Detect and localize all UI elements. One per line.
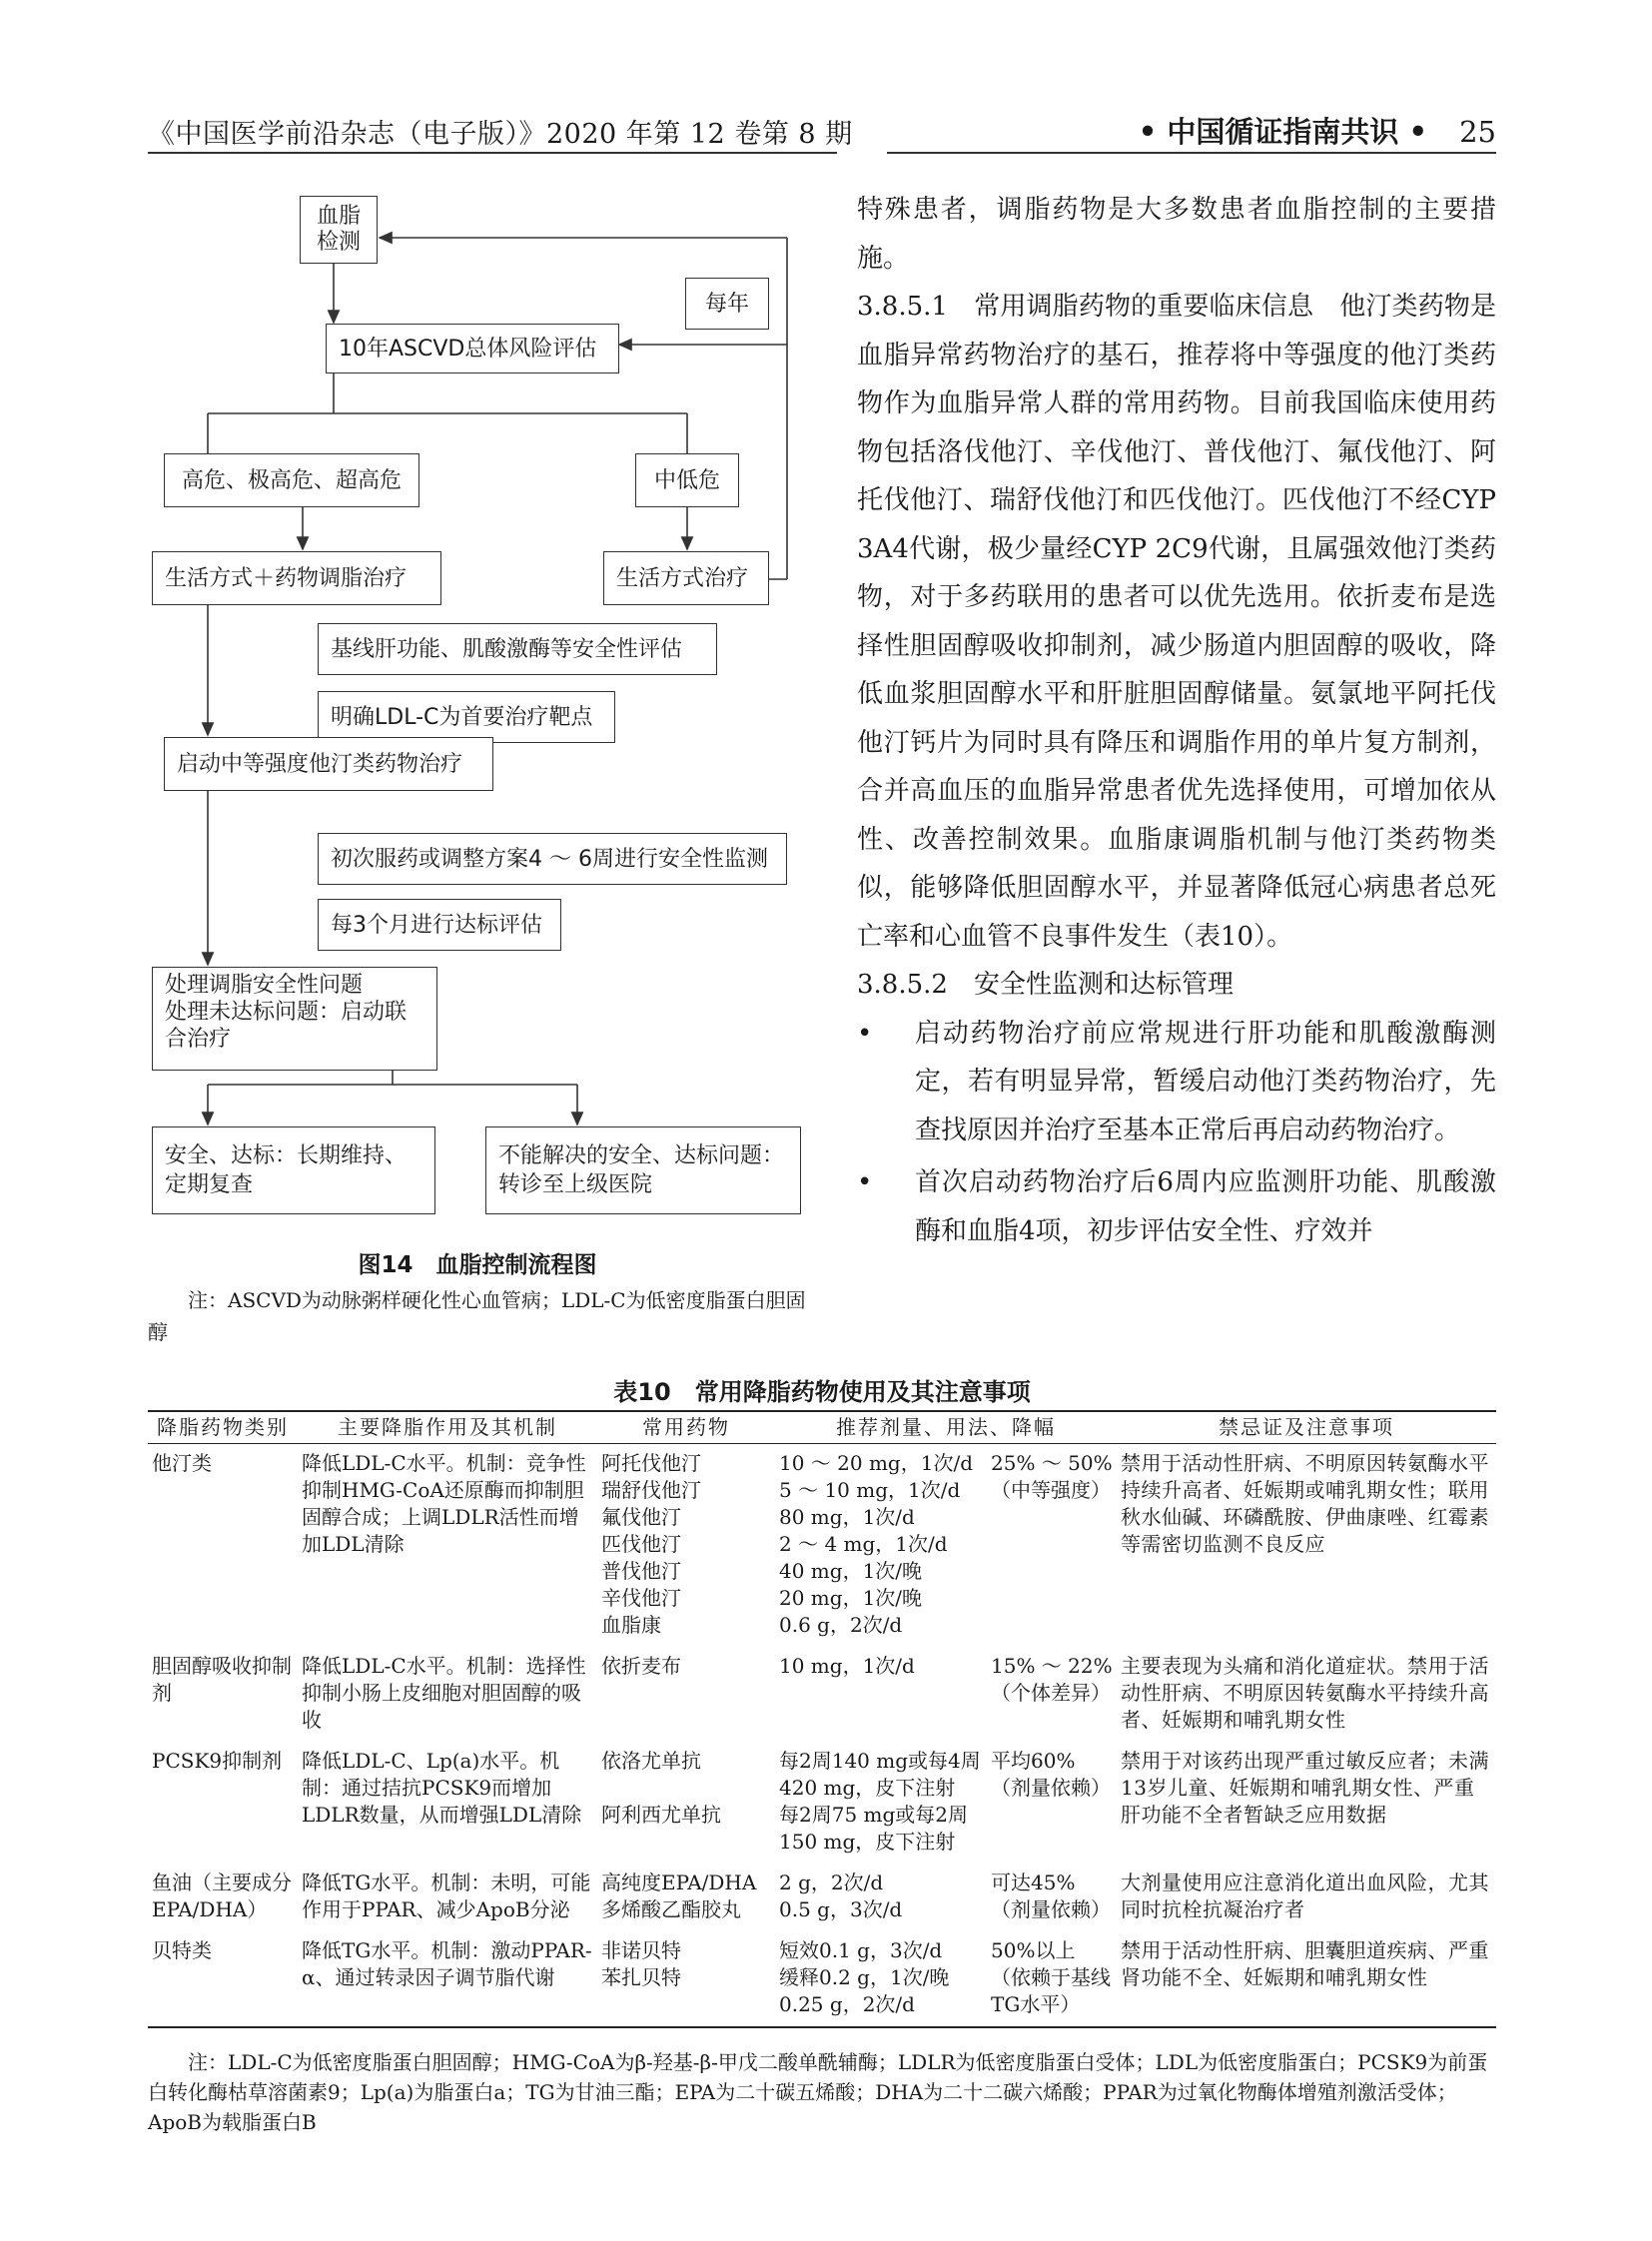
node-high-risk: 高危、极高危、超高危	[164, 453, 419, 507]
header-cautions: 禁忌证及注意事项	[1117, 1411, 1496, 1444]
body-text-column	[857, 186, 1496, 1255]
node-maintain: 安全、达标：长期维持、 定期复查	[152, 1126, 435, 1214]
table-row	[148, 1931, 1496, 2027]
cell-category: 他汀类	[152, 1451, 212, 1475]
bullet-symbol: •	[857, 1018, 873, 1049]
cell-category: 胆固醇吸收抑制剂	[152, 1654, 292, 1705]
table-row	[148, 1647, 1496, 1742]
journal-header: 《中国医学前沿杂志（电子版）》2020 年第 12 卷第 8 期	[148, 119, 853, 150]
table-row	[148, 1742, 1496, 1864]
cell-dose: 每2周140 mg或每4周420 mg，皮下注射 每2周75 mg或每2周150 mg，皮下注射	[779, 1749, 981, 1854]
cell-mechanism: 降低TG水平。机制：未明，可能作用于PPAR、减少ApoB分泌	[302, 1870, 591, 1921]
cell-reduction: 25% ～ 50% （中等强度）	[991, 1451, 1113, 1502]
bullet-symbol: •	[857, 1167, 873, 1197]
node-handle-issues: 处理调脂安全性问题 处理未达标问题：启动联 合治疗	[152, 967, 437, 1071]
header-drugs: 常用药物	[597, 1411, 775, 1444]
paragraph-1: 特殊患者，调脂药物是大多数患者血脂控制的主要措施。	[857, 195, 1496, 274]
cell-drugs: 非诺贝特 苯扎贝特	[597, 1931, 775, 2027]
bullet-text: 首次启动药物治疗后6周内应监测肝功能、肌酸激酶和血脂4项，初步评估安全性、疗效并	[915, 1167, 1496, 1246]
node-eval-3m: 每3个月进行达标评估	[318, 899, 561, 951]
cell-dose: 10 ～ 20 mg，1次/d 5 ～ 10 mg，1次/d 80 mg，1次/d 2 ～ 4 mg，1次/d 40 mg，1次/晚 20 mg，1次/晚 0.6 g，2次/d	[779, 1451, 974, 1637]
table-caption: 表10 常用降脂药物使用及其注意事项	[613, 1378, 1031, 1406]
drug-table	[148, 1410, 1496, 2028]
cell-category: 鱼油（主要成分EPA/DHA）	[152, 1870, 292, 1921]
table-note: 注：LDL-C为低密度脂蛋白胆固醇；HMG-CoA为β-羟基-β-甲戊二酸单酰辅酶；LDLR为低密度脂蛋白受体；LDL为低密度脂蛋白；PCSK9为前蛋白转化酶枯草溶菌素9；Lp(a)为脂蛋白a；TG为甘油三酯；EPA为二十碳五烯酸；DHA为二十二碳六烯酸；PPAR为过氧化物酶体增殖剂激活受体；ApoB为载脂蛋白B	[148, 2050, 1488, 2134]
figure-caption: 图14 血脂控制流程图	[358, 1252, 597, 1278]
header-dose: 推荐剂量、用法、降幅	[775, 1411, 1117, 1444]
cell-drugs: 依洛尤单抗 阿利西尤单抗	[601, 1749, 721, 1827]
node-risk-assessment: 10年ASCVD总体风险评估	[326, 324, 619, 374]
cell-mechanism: 降低TG水平。机制：激动PPAR-α、通过转录因子调节脂代谢	[298, 1931, 597, 2027]
table-row	[148, 1444, 1496, 1648]
section-heading-3-8-5-1: 3.8.5.1 常用调脂药物的重要临床信息	[857, 292, 1314, 322]
cell-reduction: 50%以上 （依赖于基线TG水平）	[987, 1931, 1117, 2027]
table-row	[148, 1864, 1496, 1931]
cell-cautions: 禁用于活动性肝病、不明原因转氨酶水平持续升高者、妊娠期或哺乳期女性；联用秋水仙碱、环磷酰胺、伊曲康唑、红霉素等需密切监测不良反应	[1121, 1451, 1489, 1556]
section-heading-3-8-5-2: 3.8.5.2 安全性监测和达标管理	[857, 970, 1234, 1000]
node-yearly: 每年	[685, 278, 769, 330]
header-mechanism: 主要降脂作用及其机制	[298, 1411, 597, 1444]
node-baseline-safety: 基线肝功能、肌酸激酶等安全性评估	[318, 623, 717, 675]
header-category: 降脂药物类别	[148, 1411, 298, 1444]
node-low-mid-risk: 中低危	[635, 453, 739, 507]
table-header-row	[148, 1411, 1496, 1444]
header-rule-right	[887, 152, 1496, 154]
cell-dose: 10 mg，1次/d	[779, 1654, 915, 1678]
cell-drugs: 阿托伐他汀 瑞舒伐他汀 氟伐他汀 匹伐他汀 普伐他汀 辛伐他汀 血脂康	[601, 1451, 701, 1637]
node-refer: 不能解决的安全、达标问题： 转诊至上级医院	[485, 1126, 801, 1214]
node-monitor-4-6w: 初次服药或调整方案4 ～ 6周进行安全性监测	[318, 833, 787, 885]
cell-cautions: 禁用于对该药出现严重过敏反应者；未满13岁儿童、妊娠期和哺乳期女性、严重肝功能不全者暂缺乏应用数据	[1121, 1749, 1489, 1827]
cell-mechanism: 降低LDL-C水平。机制：选择性抑制小肠上皮细胞对胆固醇的吸收	[302, 1654, 586, 1732]
node-lifestyle-plus-drug: 生活方式＋药物调脂治疗	[152, 551, 441, 605]
cell-reduction: 15% ～ 22% （个体差异）	[991, 1654, 1113, 1705]
cell-category: 贝特类	[148, 1931, 298, 2027]
cell-dose: 短效0.1 g，3次/d 缓释0.2 g，1次/晚 0.25 g，2次/d	[775, 1931, 987, 2027]
node-ldl-target: 明确LDL-C为首要治疗靶点	[318, 691, 615, 743]
cell-reduction: 平均60% （剂量依赖）	[991, 1749, 1111, 1800]
bullet-item	[857, 1158, 1496, 1255]
header-rule-left	[148, 152, 837, 154]
figure-note: 注：ASCVD为动脉粥样硬化性心血管病；LDL-C为低密度脂蛋白胆固醇	[148, 1288, 806, 1344]
paragraph-2-text: 他汀类药物是血脂异常药物治疗的基石，推荐将中等强度的他汀类药物作为血脂异常人群的常用药物。目前我国临床使用药物包括洛伐他汀、辛伐他汀、普伐他汀、氟伐他汀、阿托伐他汀、瑞舒伐他汀和匹伐他汀。匹伐他汀不经CYP 3A4代谢，极少量经CYP 2C9代谢，且属强效他汀类药物，对于多药联用的患者可以优先选用。依折麦布是选择性胆固醇吸收抑制剂，减少肠道内胆固醇的吸收，降低血浆胆固醇水平和肝脏胆固醇储量。氨氯地平阿托伐他汀钙片为同时具有降压和调脂作用的单片复方制剂，合并高血压的血脂异常患者优先选择使用，可增加依从性、改善控制效果。血脂康调脂机制与他汀类药物类似，能够降低胆固醇水平，并显著降低冠心病患者总死亡率和心血管不良事件发生（表10）。	[857, 292, 1496, 952]
cell-mechanism: 降低LDL-C水平。机制：竞争性抑制HMG-CoA还原酶而抑制胆固醇合成；上调LDLR活性而增加LDL清除	[302, 1451, 586, 1556]
cell-mechanism: 降低LDL-C、Lp(a)水平。机制：通过拮抗PCSK9而增加LDLR数量，从而增强LDL清除	[302, 1749, 582, 1827]
cell-category: PCSK9抑制剂	[152, 1749, 283, 1773]
page-number: 25	[1459, 115, 1496, 149]
cell-cautions: 大剂量使用应注意消化道出血风险，尤其同时抗栓抗凝治疗者	[1121, 1870, 1489, 1921]
node-lifestyle: 生活方式治疗	[603, 551, 769, 605]
cell-reduction: 可达45% （剂量依赖）	[991, 1870, 1111, 1921]
cell-dose: 2 g，2次/d 0.5 g，3次/d	[779, 1870, 903, 1921]
bullet-text: 启动药物治疗前应常规进行肝功能和肌酸激酶测定，若有明显异常，暂缓启动他汀类药物治疗，先查找原因并治疗至基本正常后再启动药物治疗。	[915, 1018, 1496, 1145]
bullet-item	[857, 1010, 1496, 1155]
cell-drugs: 高纯度EPA/DHA 多烯酸乙酯胶丸	[601, 1870, 757, 1921]
node-lipid-test: 血脂 检测	[300, 196, 378, 264]
cell-cautions: 主要表现为头痛和消化道症状。禁用于活动性肝病、不明原因转氨酶水平持续升高者、妊娠期和哺乳期女性	[1121, 1654, 1489, 1732]
lipid-control-flowchart	[148, 188, 807, 1236]
cell-drugs: 依折麦布	[601, 1654, 681, 1678]
paragraph-2	[857, 283, 1496, 961]
cell-cautions: 禁用于活动性肝病、胆囊胆道疾病、严重肾功能不全、妊娠期和哺乳期女性	[1117, 1931, 1496, 2027]
section-title: • 中国循证指南共识 •	[1138, 115, 1427, 149]
node-start-statin: 启动中等强度他汀类药物治疗	[164, 737, 493, 791]
section-header	[1139, 110, 1496, 151]
